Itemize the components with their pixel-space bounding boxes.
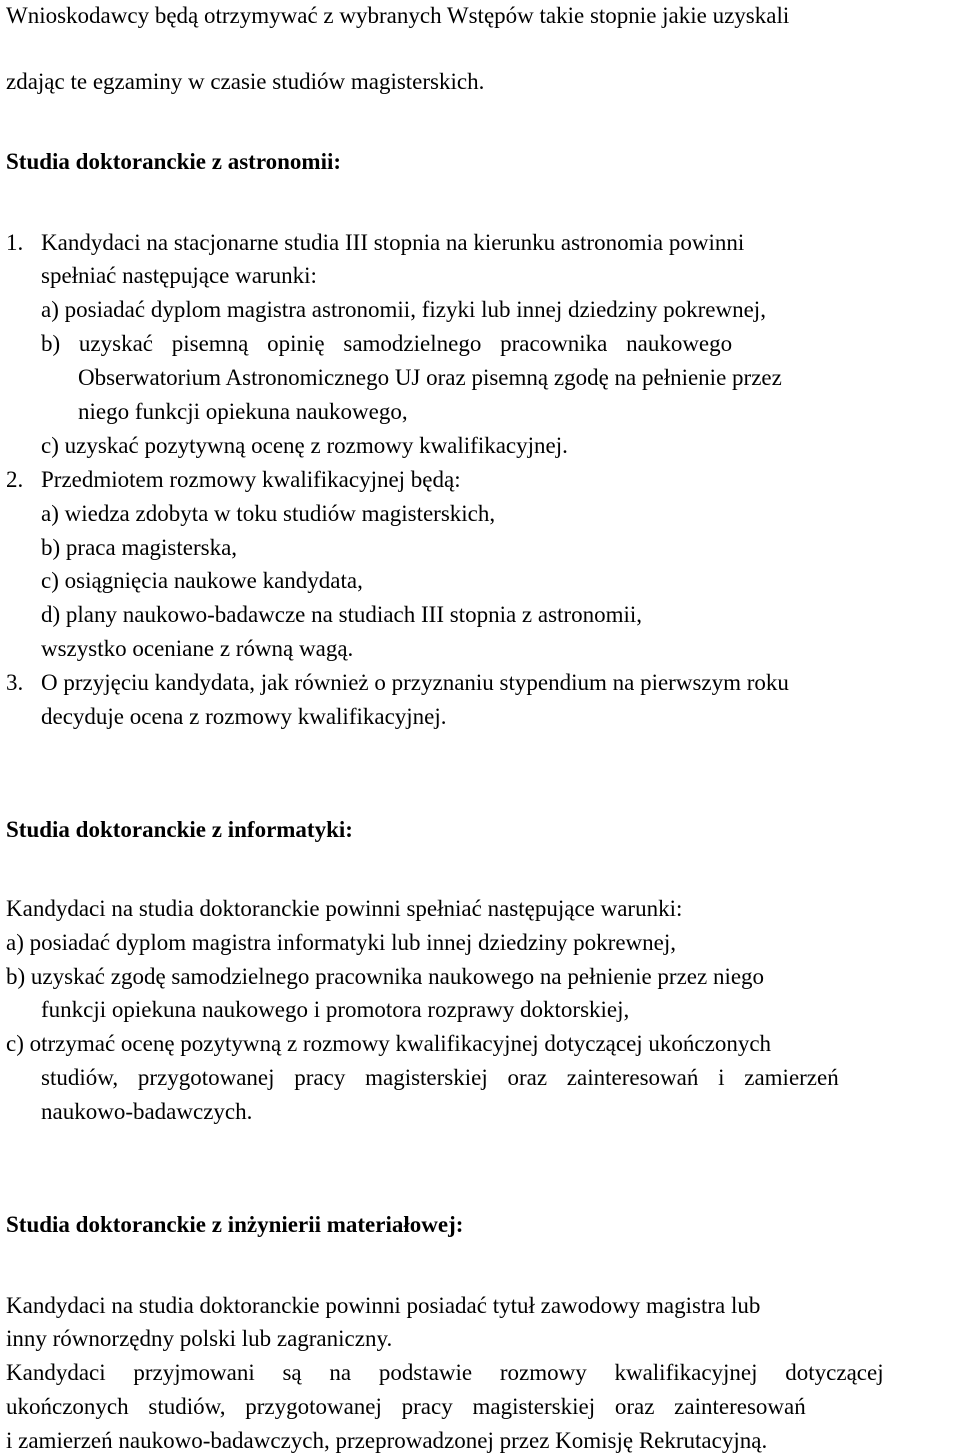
astro-item3-line2: decyduje ocena z rozmowy kwalifikacyjnej. bbox=[41, 704, 447, 729]
astro-item1-line1: Kandydaci na stacjonarne studia III stopnia na kierunku astronomia powinni bbox=[41, 230, 745, 255]
informatics-b-line1: b) uzyskać zgodę samodzielnego pracownika naukowego na pełnienie przez niego bbox=[6, 964, 765, 989]
astro-item1-b-line1: b) uzyskać pisemną opinię samodzielnego pracownika naukowego bbox=[41, 331, 733, 356]
informatics-a: a) posiadać dyplom magistra informatyki lub innej dziedziny pokrewnej, bbox=[6, 930, 677, 955]
astro-item1-a: a) posiadać dyplom magistra astronomii, fizyki lub innej dziedziny pokrewnej, bbox=[41, 297, 766, 322]
informatics-c-line1: c) otrzymać ocenę pozytywną z rozmowy kwalifikacyjnej dotyczącej ukończonych bbox=[6, 1031, 772, 1056]
materials-heading: Studia doktoranckie z inżynierii materiałowej: bbox=[6, 1212, 464, 1237]
materials-p1-line1: Kandydaci na studia doktoranckie powinni posiadać tytuł zawodowy magistra lub bbox=[6, 1293, 761, 1318]
informatics-heading: Studia doktoranckie z informatyki: bbox=[6, 817, 353, 842]
astro-item2-c: c) osiągnięcia naukowe kandydata, bbox=[41, 568, 363, 593]
astro-item1-number: 1. bbox=[6, 230, 24, 255]
astronomy-heading: Studia doktoranckie z astronomii: bbox=[6, 149, 342, 174]
astro-item1-b-line3: niego funkcji opiekuna naukowego, bbox=[78, 399, 408, 424]
astro-item2-d: d) plany naukowo-badawcze na studiach III stopnia z astronomii, bbox=[41, 602, 642, 627]
astro-item2-tail: wszystko oceniane z równą wagą. bbox=[41, 636, 354, 661]
informatics-c-line2: studiów, przygotowanej pracy magisterskiej oraz zainteresowań i zamierzeń bbox=[41, 1065, 839, 1090]
informatics-c-line3: naukowo-badawczych. bbox=[41, 1099, 253, 1124]
materials-p2-line2: ukończonych studiów, przygotowanej pracy magisterskiej oraz zainteresowań bbox=[6, 1394, 806, 1419]
materials-p2-line3: i zamierzeń naukowo-badawczych, przeprowadzonej przez Komisję Rekrutacyjną. bbox=[6, 1428, 768, 1453]
informatics-intro: Kandydaci na studia doktoranckie powinni spełniać następujące warunki: bbox=[6, 896, 683, 921]
astro-item1-line2: spełniać następujące warunki: bbox=[41, 263, 317, 288]
intro-line-1: Wnioskodawcy będą otrzymywać z wybranych Wstępów takie stopnie jakie uzyskali bbox=[6, 3, 790, 28]
materials-p2-line1: Kandydaci przyjmowani są na podstawie rozmowy kwalifikacyjnej dotyczącej bbox=[6, 1360, 884, 1385]
astro-item2-a: a) wiedza zdobyta w toku studiów magisterskich, bbox=[41, 501, 496, 526]
informatics-b-line2: funkcji opiekuna naukowego i promotora rozprawy doktorskiej, bbox=[41, 997, 630, 1022]
astro-item1-b-line2: Obserwatorium Astronomicznego UJ oraz pisemną zgodę na pełnienie przez bbox=[78, 365, 782, 390]
astro-item1-c: c) uzyskać pozytywną ocenę z rozmowy kwalifikacyjnej. bbox=[41, 433, 568, 458]
astro-item3-line1: O przyjęciu kandydata, jak również o przyznaniu stypendium na pierwszym roku bbox=[41, 670, 789, 695]
astro-item3-number: 3. bbox=[6, 670, 24, 695]
materials-p1-line2: inny równorzędny polski lub zagraniczny. bbox=[6, 1326, 393, 1351]
astro-item2-b: b) praca magisterska, bbox=[41, 535, 238, 560]
astro-item2-line1: Przedmiotem rozmowy kwalifikacyjnej będą: bbox=[41, 467, 461, 492]
intro-line-2: zdając te egzaminy w czasie studiów magisterskich. bbox=[6, 69, 485, 94]
astro-item2-number: 2. bbox=[6, 467, 24, 492]
